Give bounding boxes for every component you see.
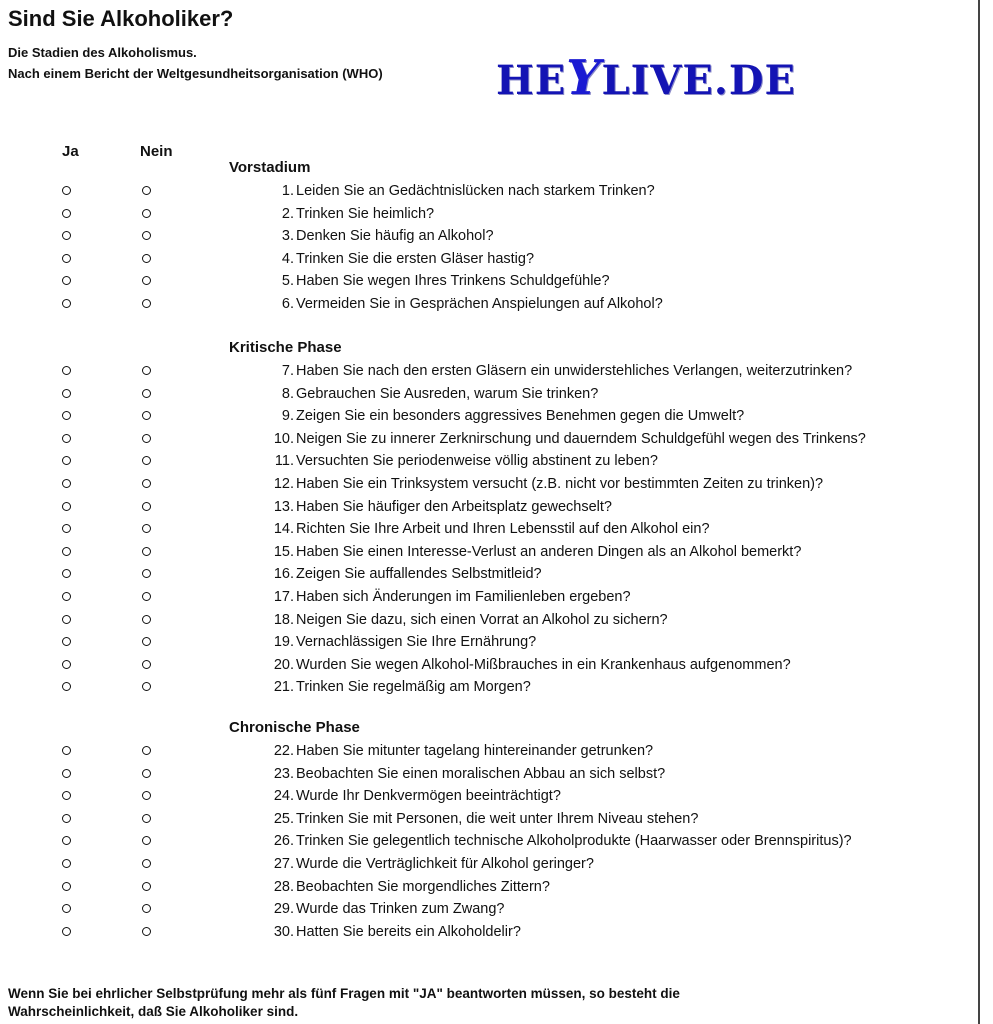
nein-radio[interactable] [142, 746, 151, 755]
question-text: Neigen Sie zu innerer Zerknirschung und dauerndem Schuldgefühl wegen des Trinkens? [296, 430, 866, 447]
ja-radio[interactable] [62, 456, 71, 465]
ja-radio[interactable] [62, 547, 71, 556]
question-number: 15. [273, 543, 294, 560]
question-row [0, 384, 975, 406]
question-number: 10. [273, 430, 294, 447]
watermark-logo [496, 50, 796, 106]
ja-radio[interactable] [62, 660, 71, 669]
footer-line-1: Wenn Sie bei ehrlicher Selbstprüfung mehr als fünf Fragen mit "JA" beantworten müssen, so besteht die [8, 986, 680, 1001]
question-row [0, 294, 975, 316]
question-text: Wurde das Trinken zum Zwang? [296, 901, 505, 918]
question-number: 30. [273, 923, 294, 940]
question-row [0, 610, 975, 632]
question-text: Versuchten Sie periodenweise völlig abstinent zu leben? [296, 453, 658, 470]
question-number: 23. [273, 765, 294, 782]
ja-radio[interactable] [62, 682, 71, 691]
footer-note [8, 985, 908, 1021]
question-number: 4. [281, 250, 294, 267]
question-row [0, 181, 975, 203]
ja-radio[interactable] [62, 927, 71, 936]
question-text: Denken Sie häufig an Alkohol? [296, 228, 494, 245]
question-text: Trinken Sie mit Personen, die weit unter Ihrem Niveau stehen? [296, 810, 699, 827]
question-number: 6. [281, 296, 294, 312]
nein-radio[interactable] [142, 769, 151, 778]
ja-radio[interactable] [62, 231, 71, 240]
ja-radio[interactable] [62, 366, 71, 375]
question-text: Trinken Sie gelegentlich technische Alkoholprodukte (Haarwasser oder Brennspiritus)? [296, 833, 852, 850]
question-row [0, 204, 975, 226]
nein-radio[interactable] [142, 615, 151, 624]
question-row [0, 587, 975, 609]
question-text: Vermeiden Sie in Gesprächen Anspielungen auf Alkohol? [296, 296, 663, 312]
question-text: Haben sich Änderungen im Familienleben ergeben? [296, 589, 631, 605]
ja-radio[interactable] [62, 389, 71, 398]
question-row [0, 786, 975, 808]
question-number: 7. [281, 363, 294, 379]
ja-radio[interactable] [62, 276, 71, 285]
ja-radio[interactable] [62, 746, 71, 755]
nein-radio[interactable] [142, 411, 151, 420]
question-row [0, 764, 975, 786]
question-number: 3. [281, 228, 294, 245]
question-number: 13. [273, 498, 294, 515]
ja-radio[interactable] [62, 434, 71, 443]
question-row [0, 271, 975, 293]
column-header-ja: Ja [62, 143, 79, 160]
question-row [0, 497, 975, 519]
column-header-nein: Nein [140, 143, 173, 160]
nein-radio[interactable] [142, 209, 151, 218]
ja-radio[interactable] [62, 882, 71, 891]
watermark-part-2: Y [566, 50, 602, 106]
nein-radio[interactable] [142, 231, 151, 240]
question-row [0, 249, 975, 271]
nein-radio[interactable] [142, 186, 151, 195]
ja-radio[interactable] [62, 836, 71, 845]
nein-radio[interactable] [142, 547, 151, 556]
nein-radio[interactable] [142, 366, 151, 375]
question-text: Trinken Sie heimlich? [296, 205, 435, 222]
ja-radio[interactable] [62, 479, 71, 488]
question-number: 29. [273, 901, 294, 918]
question-text: Haben Sie mitunter tagelang hintereinander getrunken? [296, 743, 654, 759]
nein-radio[interactable] [142, 660, 151, 669]
question-text: Beobachten Sie einen moralischen Abbau an sich selbst? [296, 765, 666, 782]
question-row [0, 899, 975, 921]
nein-radio[interactable] [142, 791, 151, 800]
question-text: Hatten Sie bereits ein Alkoholdelir? [296, 923, 521, 940]
ja-radio[interactable] [62, 814, 71, 823]
question-number: 16. [273, 566, 294, 583]
question-number: 28. [273, 878, 294, 895]
question-number: 26. [273, 833, 294, 850]
question-row [0, 474, 975, 496]
question-row [0, 809, 975, 831]
question-row [0, 451, 975, 473]
question-number: 18. [273, 611, 294, 628]
question-text: Wurde die Verträglichkeit für Alkohol geringer? [296, 856, 594, 872]
subtitle-line-1: Die Stadien des Alkoholismus. [8, 45, 197, 60]
ja-radio[interactable] [62, 615, 71, 624]
question-number: 9. [281, 408, 294, 425]
question-text: Wurde Ihr Denkvermögen beeinträchtigt? [296, 788, 561, 805]
section-title: Vorstadium [229, 159, 311, 176]
question-number: 2. [281, 205, 294, 222]
question-text: Trinken Sie regelmäßig am Morgen? [296, 679, 531, 696]
question-text: Haben Sie nach den ersten Gläsern ein unwiderstehliches Verlangen, weiterzutrinken? [296, 363, 853, 379]
nein-radio[interactable] [142, 569, 151, 578]
nein-radio[interactable] [142, 904, 151, 913]
nein-radio[interactable] [142, 927, 151, 936]
nein-radio[interactable] [142, 882, 151, 891]
question-number: 5. [281, 273, 294, 290]
ja-radio[interactable] [62, 411, 71, 420]
ja-radio[interactable] [62, 859, 71, 868]
ja-radio[interactable] [62, 569, 71, 578]
question-text: Haben Sie wegen Ihres Trinkens Schuldgefühle? [296, 273, 610, 290]
question-number: 12. [273, 476, 294, 492]
question-text: Haben Sie häufiger den Arbeitsplatz gewechselt? [296, 498, 612, 515]
ja-radio[interactable] [62, 186, 71, 195]
question-row [0, 922, 975, 944]
nein-radio[interactable] [142, 434, 151, 443]
watermark-part-1: HE [496, 57, 567, 104]
question-number: 24. [273, 788, 294, 805]
question-row [0, 655, 975, 677]
ja-radio[interactable] [62, 904, 71, 913]
question-row [0, 226, 975, 248]
nein-radio[interactable] [142, 254, 151, 263]
question-number: 20. [273, 656, 294, 673]
nein-radio[interactable] [142, 276, 151, 285]
ja-radio[interactable] [62, 592, 71, 601]
nein-radio[interactable] [142, 524, 151, 533]
question-row [0, 429, 975, 451]
question-row [0, 831, 975, 853]
nein-radio[interactable] [142, 637, 151, 646]
nein-radio[interactable] [142, 502, 151, 511]
nein-radio[interactable] [142, 479, 151, 488]
question-number: 14. [273, 521, 294, 538]
watermark-part-3: LIVE.DE [601, 57, 797, 104]
ja-radio[interactable] [62, 299, 71, 308]
question-number: 1. [281, 183, 294, 199]
question-row [0, 632, 975, 654]
question-row [0, 854, 975, 876]
nein-radio[interactable] [142, 456, 151, 465]
question-row [0, 542, 975, 564]
section-title: Kritische Phase [229, 339, 342, 356]
question-row [0, 361, 975, 383]
ja-radio[interactable] [62, 791, 71, 800]
question-text: Beobachten Sie morgendliches Zittern? [296, 878, 550, 895]
page-edge-rule [978, 0, 980, 1024]
question-text: Haben Sie ein Trinksystem versucht (z.B. nicht vor bestimmten Zeiten zu trinken)? [296, 476, 824, 492]
ja-radio[interactable] [62, 209, 71, 218]
nein-radio[interactable] [142, 592, 151, 601]
question-row [0, 519, 975, 541]
ja-radio[interactable] [62, 502, 71, 511]
question-text: Trinken Sie die ersten Gläser hastig? [296, 250, 535, 267]
question-number: 11. [274, 453, 294, 470]
question-number: 27. [273, 856, 294, 872]
question-text: Haben Sie einen Interesse-Verlust an anderen Dingen als an Alkohol bemerkt? [296, 543, 802, 560]
page-title: Sind Sie Alkoholiker? [8, 6, 234, 31]
question-number: 25. [273, 810, 294, 827]
question-row [0, 677, 975, 699]
question-number: 22. [273, 743, 294, 759]
question-text: Richten Sie Ihre Arbeit und Ihren Lebensstil auf den Alkohol ein? [296, 521, 710, 538]
question-number: 17. [273, 589, 294, 605]
nein-radio[interactable] [142, 389, 151, 398]
ja-radio[interactable] [62, 769, 71, 778]
question-number: 8. [281, 385, 294, 402]
footer-line-2: Wahrscheinlichkeit, daß Sie Alkoholiker sind. [8, 1004, 299, 1019]
question-text: Leiden Sie an Gedächtnislücken nach starkem Trinken? [296, 183, 655, 199]
question-text: Gebrauchen Sie Ausreden, warum Sie trinken? [296, 385, 599, 402]
nein-radio[interactable] [142, 859, 151, 868]
question-row [0, 564, 975, 586]
nein-radio[interactable] [142, 814, 151, 823]
question-text: Wurden Sie wegen Alkohol-Mißbrauches in ein Krankenhaus aufgenommen? [296, 656, 791, 673]
question-row [0, 877, 975, 899]
question-row [0, 406, 975, 428]
nein-radio[interactable] [142, 299, 151, 308]
question-text: Zeigen Sie ein besonders aggressives Benehmen gegen die Umwelt? [296, 408, 745, 425]
question-text: Neigen Sie dazu, sich einen Vorrat an Alkohol zu sichern? [296, 611, 668, 628]
ja-radio[interactable] [62, 637, 71, 646]
question-row [0, 741, 975, 763]
subtitle-line-2: Nach einem Bericht der Weltgesundheitsorganisation (WHO) [8, 66, 383, 81]
nein-radio[interactable] [142, 682, 151, 691]
question-text: Vernachlässigen Sie Ihre Ernährung? [296, 634, 537, 651]
section-title: Chronische Phase [229, 719, 360, 736]
ja-radio[interactable] [62, 254, 71, 263]
ja-radio[interactable] [62, 524, 71, 533]
question-number: 19. [273, 634, 294, 651]
nein-radio[interactable] [142, 836, 151, 845]
question-number: 21. [273, 679, 294, 696]
question-text: Zeigen Sie auffallendes Selbstmitleid? [296, 566, 542, 583]
